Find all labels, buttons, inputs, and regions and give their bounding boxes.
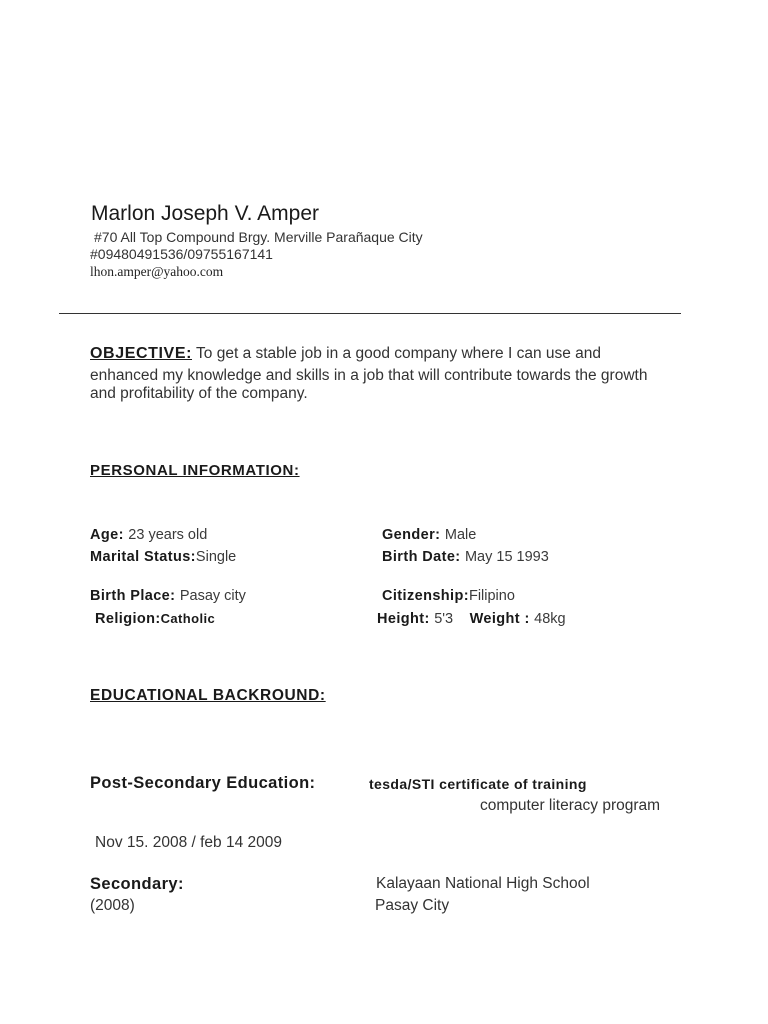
religion-label: Religion: <box>95 611 161 627</box>
marital-status-label: Marital Status: <box>90 549 196 565</box>
post-secondary-program: computer literacy program <box>480 797 661 814</box>
birth-date-row <box>382 548 549 566</box>
religion-row <box>95 610 215 628</box>
address: #70 All Top Compound Brgy. Merville Parañaque City <box>94 229 423 245</box>
birth-date-label: Birth Date: <box>382 549 461 565</box>
birth-place-value: Pasay city <box>179 588 246 604</box>
religion-value: Catholic <box>160 611 216 626</box>
age-value: 23 years old <box>128 527 208 543</box>
post-secondary-dates: Nov 15. 2008 / feb 14 2009 <box>95 834 283 851</box>
citizenship-value: Filipino <box>468 588 515 604</box>
post-secondary-school: tesda/STI certificate of training <box>369 776 587 792</box>
header-divider <box>59 313 681 314</box>
post-secondary-label: Post-Secondary Education: <box>90 774 316 792</box>
secondary-label: Secondary: <box>90 875 184 893</box>
age-label: Age: <box>90 527 124 543</box>
secondary-year: (2008) <box>90 897 135 914</box>
phone-numbers: #09480491536/09755167141 <box>90 246 273 262</box>
age-row <box>90 526 207 544</box>
marital-status-value: Single <box>195 549 237 565</box>
objective-text-1: To get a stable job in a good company where I can use and <box>196 345 602 362</box>
height-label: Height: <box>377 611 430 627</box>
applicant-name: Marlon Joseph V. Amper <box>91 202 320 225</box>
objective-line-1 <box>90 344 601 364</box>
citizenship-label: Citizenship: <box>382 588 469 604</box>
objective-line-2: enhanced my knowledge and skills in a job that will contribute towards the growth <box>90 367 648 384</box>
height-value: 5'3 <box>434 611 454 627</box>
gender-label: Gender: <box>382 527 441 543</box>
secondary-city: Pasay City <box>375 897 450 914</box>
birth-place-row <box>90 587 246 605</box>
birth-date-value: May 15 1993 <box>464 549 549 565</box>
weight-label: Weight : <box>469 611 530 627</box>
birth-place-label: Birth Place: <box>90 588 176 604</box>
objective-label: OBJECTIVE: <box>90 345 193 362</box>
gender-value: Male <box>444 527 477 543</box>
objective-line-3: and profitability of the company. <box>90 385 308 402</box>
education-heading: EDUCATIONAL BACKROUND: <box>90 687 326 704</box>
weight-value: 48kg <box>534 611 566 627</box>
personal-info-heading: PERSONAL INFORMATION: <box>90 462 300 479</box>
height-weight-row <box>377 610 566 628</box>
marital-status-row <box>90 548 236 566</box>
citizenship-row <box>382 587 515 605</box>
email-address: lhon.amper@yahoo.com <box>90 264 224 279</box>
gender-row <box>382 526 476 544</box>
secondary-school: Kalayaan National High School <box>376 875 590 892</box>
